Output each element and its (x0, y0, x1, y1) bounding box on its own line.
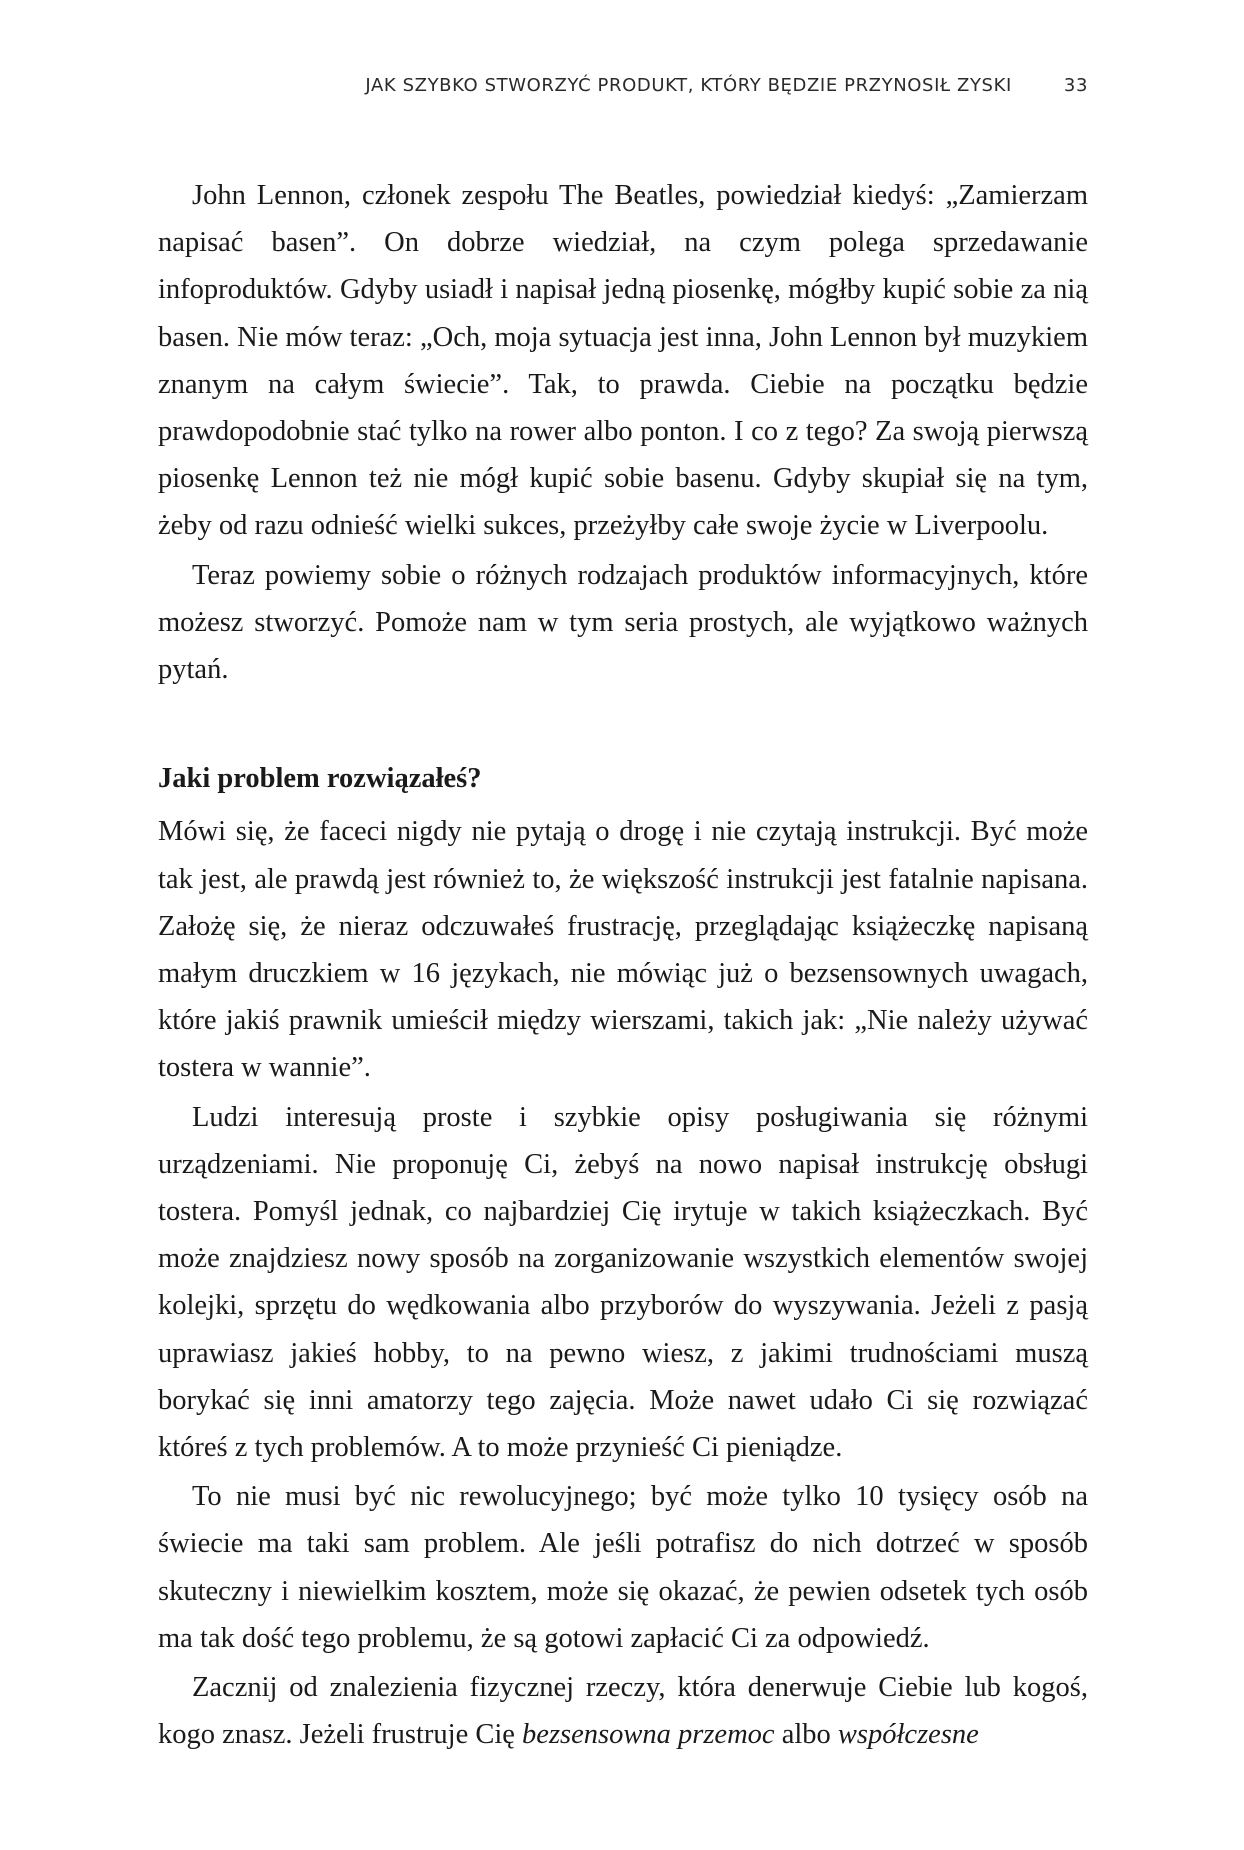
paragraph-mid-text: albo (774, 1719, 838, 1751)
page-number: 33 (1063, 75, 1088, 96)
paragraph-lennon: John Lennon, członek zespołu The Beatles, powiedział kiedyś: „Zamierzam napisać basen”. On dobrze wiedział, na czym polega sprzedawanie infoproduktów. Gdyby usiadł i napisał jedną piosenkę, mógłby kupić sobie za nią basen. Nie mów teraz: „Och, moja sytuacja jest inna, John Lennon był muzykiem znanym na całym świecie”. Tak, to prawda. Ciebie na początku będzie prawdopodobnie stać tylko na rower albo ponton. I co z tego? Za swoją pierwszą piosenkę Lennon też nie mógł kupić sobie basenu. Gdyby skupiał się na tym, żeby od razu odnieść wielki sukces, przeżyłby całe swoje życie w Liverpoolu. (158, 180, 1088, 542)
paragraph-start-text: Zacznij od znalezienia fizycznej rzeczy, która denerwuje Ciebie lub kogoś, kogo znasz. Jeżeli frustruje Cię (158, 1672, 1088, 1751)
body-text (158, 172, 1088, 1759)
running-head-title: JAK SZYBKO STWORZYĆ PRODUKT, KTÓRY BĘDZIE PRZYNOSIŁ ZYSKI (365, 75, 1012, 96)
paragraph-instructions: Mówi się, że faceci nigdy nie pytają o drogę i nie czytają instrukcji. Być może tak jest, ale prawdą jest również to, że większość instrukcji jest fatalnie napisana. Założę się, że nieraz odczuwałeś frustrację, przeglądając książeczkę napisaną małym druczkiem w 16 językach, nie mówiąc już o bezsensownych uwagach, które jakiś prawnik umieścił między wierszami, takich jak: „Nie należy używać tostera w wannie”. (158, 816, 1088, 1084)
italic-phrase-contemporary: współczesne (837, 1719, 979, 1751)
paragraph-simple-descriptions: Ludzi interesują proste i szybkie opisy posługiwania się różnymi urządzeniami. Nie proponuję Ci, żebyś na nowo napisał instrukcję obsługi tostera. Pomyśl jednak, co najbardziej Cię irytuje w takich książeczkach. Być może znajdziesz nowy sposób na zorganizowanie wszystkich elementów swojej kolejki, sprzętu do wędkowania albo przyborów do wyszywania. Jeżeli z pasją uprawiasz jakieś hobby, to na pewno wiesz, z jakimi trudnościami muszą borykać się inni amatorzy tego zajęcia. Może nawet udało Ci się rozwiązać któreś z tych problemów. A to może przynieść Ci pieniądze. (158, 1101, 1088, 1464)
paragraph-start-with (158, 1664, 1088, 1758)
paragraph-product-types: Teraz powiemy sobie o różnych rodzajach produktów informacyjnych, które możesz stworzyć. Pomoże nam w tym seria prostych, ale wyjątkowo ważnych pytań. (158, 559, 1088, 686)
running-header (158, 75, 1088, 96)
paragraph-not-revolutionary: To nie musi być nic rewolucyjnego; być może tylko 10 tysięcy osób na świecie ma taki sam problem. Ale jeśli potrafisz do nich dotrzeć w sposób skuteczny i niewielkim kosztem, może się okazać, że pewien odsetek tych osób ma tak dość tego problemu, że są gotowi zapłacić Ci za odpowiedź. (158, 1481, 1088, 1654)
italic-phrase-violence: bezsensowna przemoc (522, 1719, 775, 1751)
section-heading: Jaki problem rozwiązałeś? (158, 763, 482, 795)
